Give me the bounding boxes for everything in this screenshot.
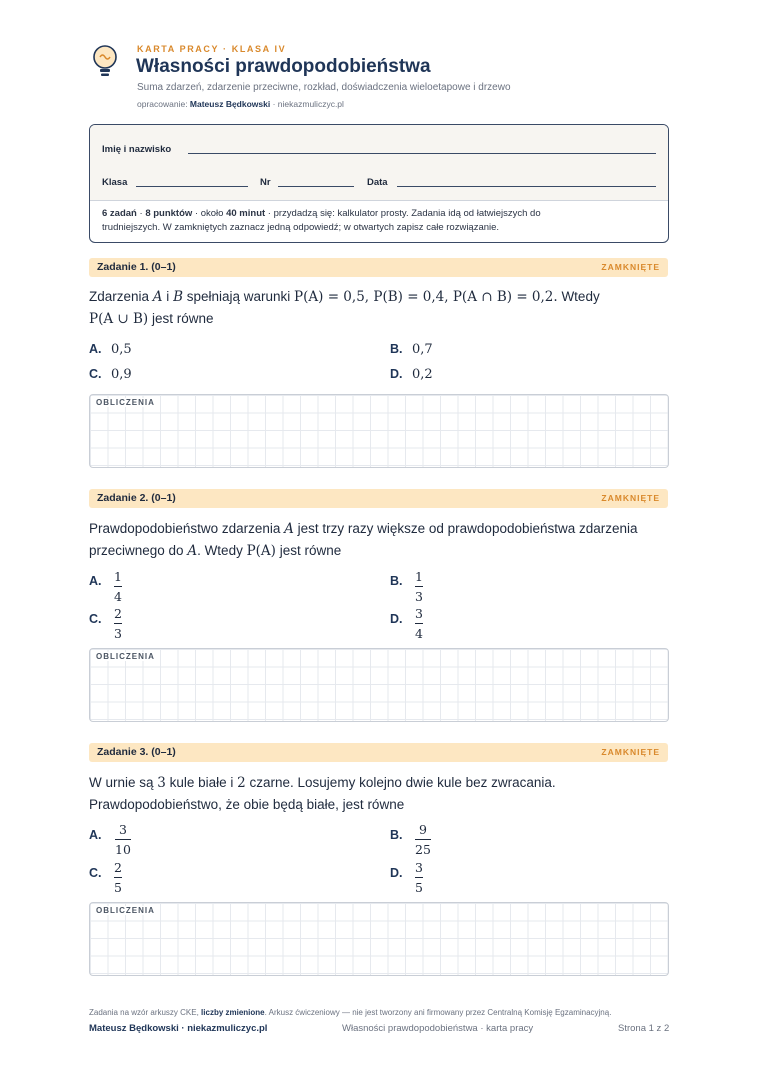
calc-label: OBLICZENIA: [96, 652, 158, 661]
q-math: A: [187, 543, 198, 559]
nr-label: Nr: [260, 177, 271, 188]
q-text: przeciwnego do: [89, 543, 188, 558]
task-1-calculation-area[interactable]: [89, 394, 669, 468]
option-letter: D.: [390, 367, 403, 381]
task-title: Zadanie 2. (0–1): [97, 492, 176, 504]
option-letter: B.: [390, 342, 403, 356]
option-letter: C.: [89, 866, 102, 880]
q-text: Prawdopodobieństwo, że obie będą białe, jest równe: [89, 797, 405, 812]
task-3-option-d[interactable]: [390, 865, 412, 880]
q-text: i: [162, 289, 174, 304]
q-math: P(A ∪ B): [89, 311, 149, 327]
fraction: [415, 606, 423, 641]
fraction: [415, 569, 423, 604]
q-text: W urnie są: [89, 775, 158, 790]
author-suffix: · niekazmuliczyc.pl: [270, 99, 344, 109]
fraction: [114, 606, 122, 641]
name-input-line[interactable]: [188, 153, 656, 154]
option-letter: A.: [89, 574, 102, 588]
denominator: 25: [415, 842, 431, 857]
q-math: A: [152, 289, 163, 305]
q-text: kule białe i: [165, 775, 238, 790]
option-letter: C.: [89, 367, 102, 381]
lightbulb-logo-icon: [90, 44, 120, 80]
task-3-option-c[interactable]: [89, 865, 111, 880]
q-math: A: [284, 521, 294, 537]
q-math: 2: [237, 775, 246, 791]
numerator: 3: [415, 860, 423, 875]
footer-disclaimer: [89, 1008, 611, 1017]
q-text: jest równe: [148, 311, 214, 326]
class-label: Klasa: [102, 177, 128, 188]
footer-title: Własności prawdopodobieństwa · karta pracy: [342, 1023, 534, 1034]
option-letter: A.: [89, 342, 102, 356]
q-text: Wtedy: [557, 289, 600, 304]
q-text: jest trzy razy większe od prawdopodobieństwa zdarzenia: [293, 521, 638, 536]
fraction-bar: [114, 586, 122, 587]
option-value: 0,5: [111, 342, 132, 357]
task-1-option-d[interactable]: [390, 366, 433, 382]
q-math: P(A) = 0,5, P(B) = 0,4, P(A ∩ B) = 0,2.: [294, 289, 558, 305]
fraction: [415, 822, 431, 857]
option-value: 0,9: [111, 367, 132, 382]
numerator: 3: [118, 822, 127, 837]
fraction-bar: [415, 839, 431, 840]
fraction: [114, 860, 122, 895]
task-2-option-b[interactable]: [390, 573, 412, 588]
student-info-box: [89, 124, 669, 243]
numerator: 9: [418, 822, 427, 837]
author-prefix: opracowanie:: [137, 99, 190, 109]
task-title: Zadanie 3. (0–1): [97, 746, 176, 758]
footer-author: Mateusz Będkowski · niekazmuliczyc.pl: [89, 1023, 268, 1034]
time-value: 40 minut: [226, 208, 266, 219]
denominator: 3: [415, 589, 423, 604]
fraction-bar: [415, 623, 423, 624]
option-letter: D.: [390, 612, 403, 626]
fraction: [114, 569, 122, 604]
fraction-bar: [115, 839, 131, 840]
fraction-bar: [415, 877, 423, 878]
instructions-line2: trudniejszych. W zamkniętych zaznacz jedną odpowiedź; w otwartych zapisz całe rozwiązanie.: [102, 222, 500, 233]
denominator: 4: [114, 589, 122, 604]
numerator: 2: [114, 860, 122, 875]
option-letter: C.: [89, 612, 102, 626]
task-1-header: [89, 258, 668, 277]
worksheet-instructions: [102, 207, 662, 235]
q-math: B: [173, 289, 183, 305]
task-type-badge: ZAMKNIĘTE: [601, 262, 660, 272]
disclaimer-text: Zadania na wzór arkuszy CKE,: [89, 1008, 202, 1017]
task-3-calculation-area[interactable]: [89, 902, 669, 976]
task-2-option-c[interactable]: [89, 611, 111, 626]
q-math: 3: [157, 775, 166, 791]
sep: ·: [136, 208, 146, 219]
task-3-header: [89, 743, 668, 762]
numerator: 3: [415, 606, 423, 621]
task-3-question: [89, 772, 689, 816]
task-2-question: [89, 518, 689, 562]
q-math: P(A): [246, 543, 276, 559]
task-1-option-b[interactable]: [390, 341, 433, 357]
task-2-option-a[interactable]: [89, 573, 111, 588]
option-letter: A.: [89, 828, 102, 842]
q-text: . Wtedy: [197, 543, 247, 558]
worksheet-kicker: KARTA PRACY · KLASA IV: [137, 44, 287, 54]
task-3-option-b[interactable]: [390, 827, 412, 842]
task-type-badge: ZAMKNIĘTE: [601, 493, 660, 503]
page-title: Własności prawdopodobieństwa: [136, 56, 431, 77]
denominator: 10: [115, 842, 131, 857]
class-input-line[interactable]: [136, 186, 248, 187]
page-subtitle: Suma zdarzeń, zdarzenie przeciwne, rozkład, doświadczenia wieloetapowe i drzewo: [137, 82, 511, 93]
q-text: spełniają warunki: [182, 289, 295, 304]
task-2-option-d[interactable]: [390, 611, 412, 626]
points-count: 8 punktów: [145, 208, 193, 219]
denominator: 4: [415, 626, 423, 641]
q-text: czarne. Losujemy kolejno dwie kule bez zwracania.: [245, 775, 556, 790]
date-label: Data: [367, 177, 388, 188]
option-letter: B.: [390, 828, 403, 842]
disclaimer-text: . Arkusz ćwiczeniowy — nie jest tworzony ani firmowany przez Centralną Komisję Egzaminacyjną.: [264, 1008, 612, 1017]
option-value: 0,7: [412, 342, 433, 357]
fraction-bar: [114, 623, 122, 624]
numerator: 2: [114, 606, 122, 621]
calc-label: OBLICZENIA: [96, 906, 158, 915]
time-prefix: · około: [192, 208, 227, 219]
task-title: Zadanie 1. (0–1): [97, 261, 176, 273]
fraction: [415, 860, 423, 895]
option-letter: B.: [390, 574, 403, 588]
fraction-bar: [114, 877, 122, 878]
student-fields: [90, 125, 668, 201]
task-2-calculation-area[interactable]: [89, 648, 669, 722]
date-input-line[interactable]: [397, 186, 656, 187]
nr-input-line[interactable]: [278, 186, 354, 187]
task-1-option-c[interactable]: [89, 366, 132, 382]
q-text: Zdarzenia: [89, 289, 153, 304]
q-text: jest równe: [275, 543, 342, 558]
denominator: 3: [114, 626, 122, 641]
page-number: Strona 1 z 2: [618, 1023, 670, 1034]
task-3-option-a[interactable]: [89, 827, 111, 842]
task-1-option-a[interactable]: [89, 341, 132, 357]
instructions-line1: · przydadzą się: kalkulator prosty. Zadania idą od łatwiejszych do: [265, 208, 541, 219]
numerator: 1: [415, 569, 423, 584]
task-count: 6 zadań: [102, 208, 137, 219]
option-letter: D.: [390, 866, 403, 880]
calc-label: OBLICZENIA: [96, 398, 158, 407]
author-name: Mateusz Będkowski: [189, 99, 271, 109]
disclaimer-emphasis: liczby zmienione: [201, 1008, 265, 1017]
author-line: [137, 99, 344, 109]
denominator: 5: [114, 880, 122, 895]
fraction-bar: [415, 586, 423, 587]
q-text: Prawdopodobieństwo zdarzenia: [89, 521, 285, 536]
task-1-question: [89, 286, 689, 330]
task-type-badge: ZAMKNIĘTE: [601, 747, 660, 757]
fraction: [115, 822, 131, 857]
task-2-header: [89, 489, 668, 508]
option-value: 0,2: [412, 367, 433, 382]
numerator: 1: [114, 569, 122, 584]
denominator: 5: [415, 880, 423, 895]
name-label: Imię i nazwisko: [102, 144, 172, 155]
